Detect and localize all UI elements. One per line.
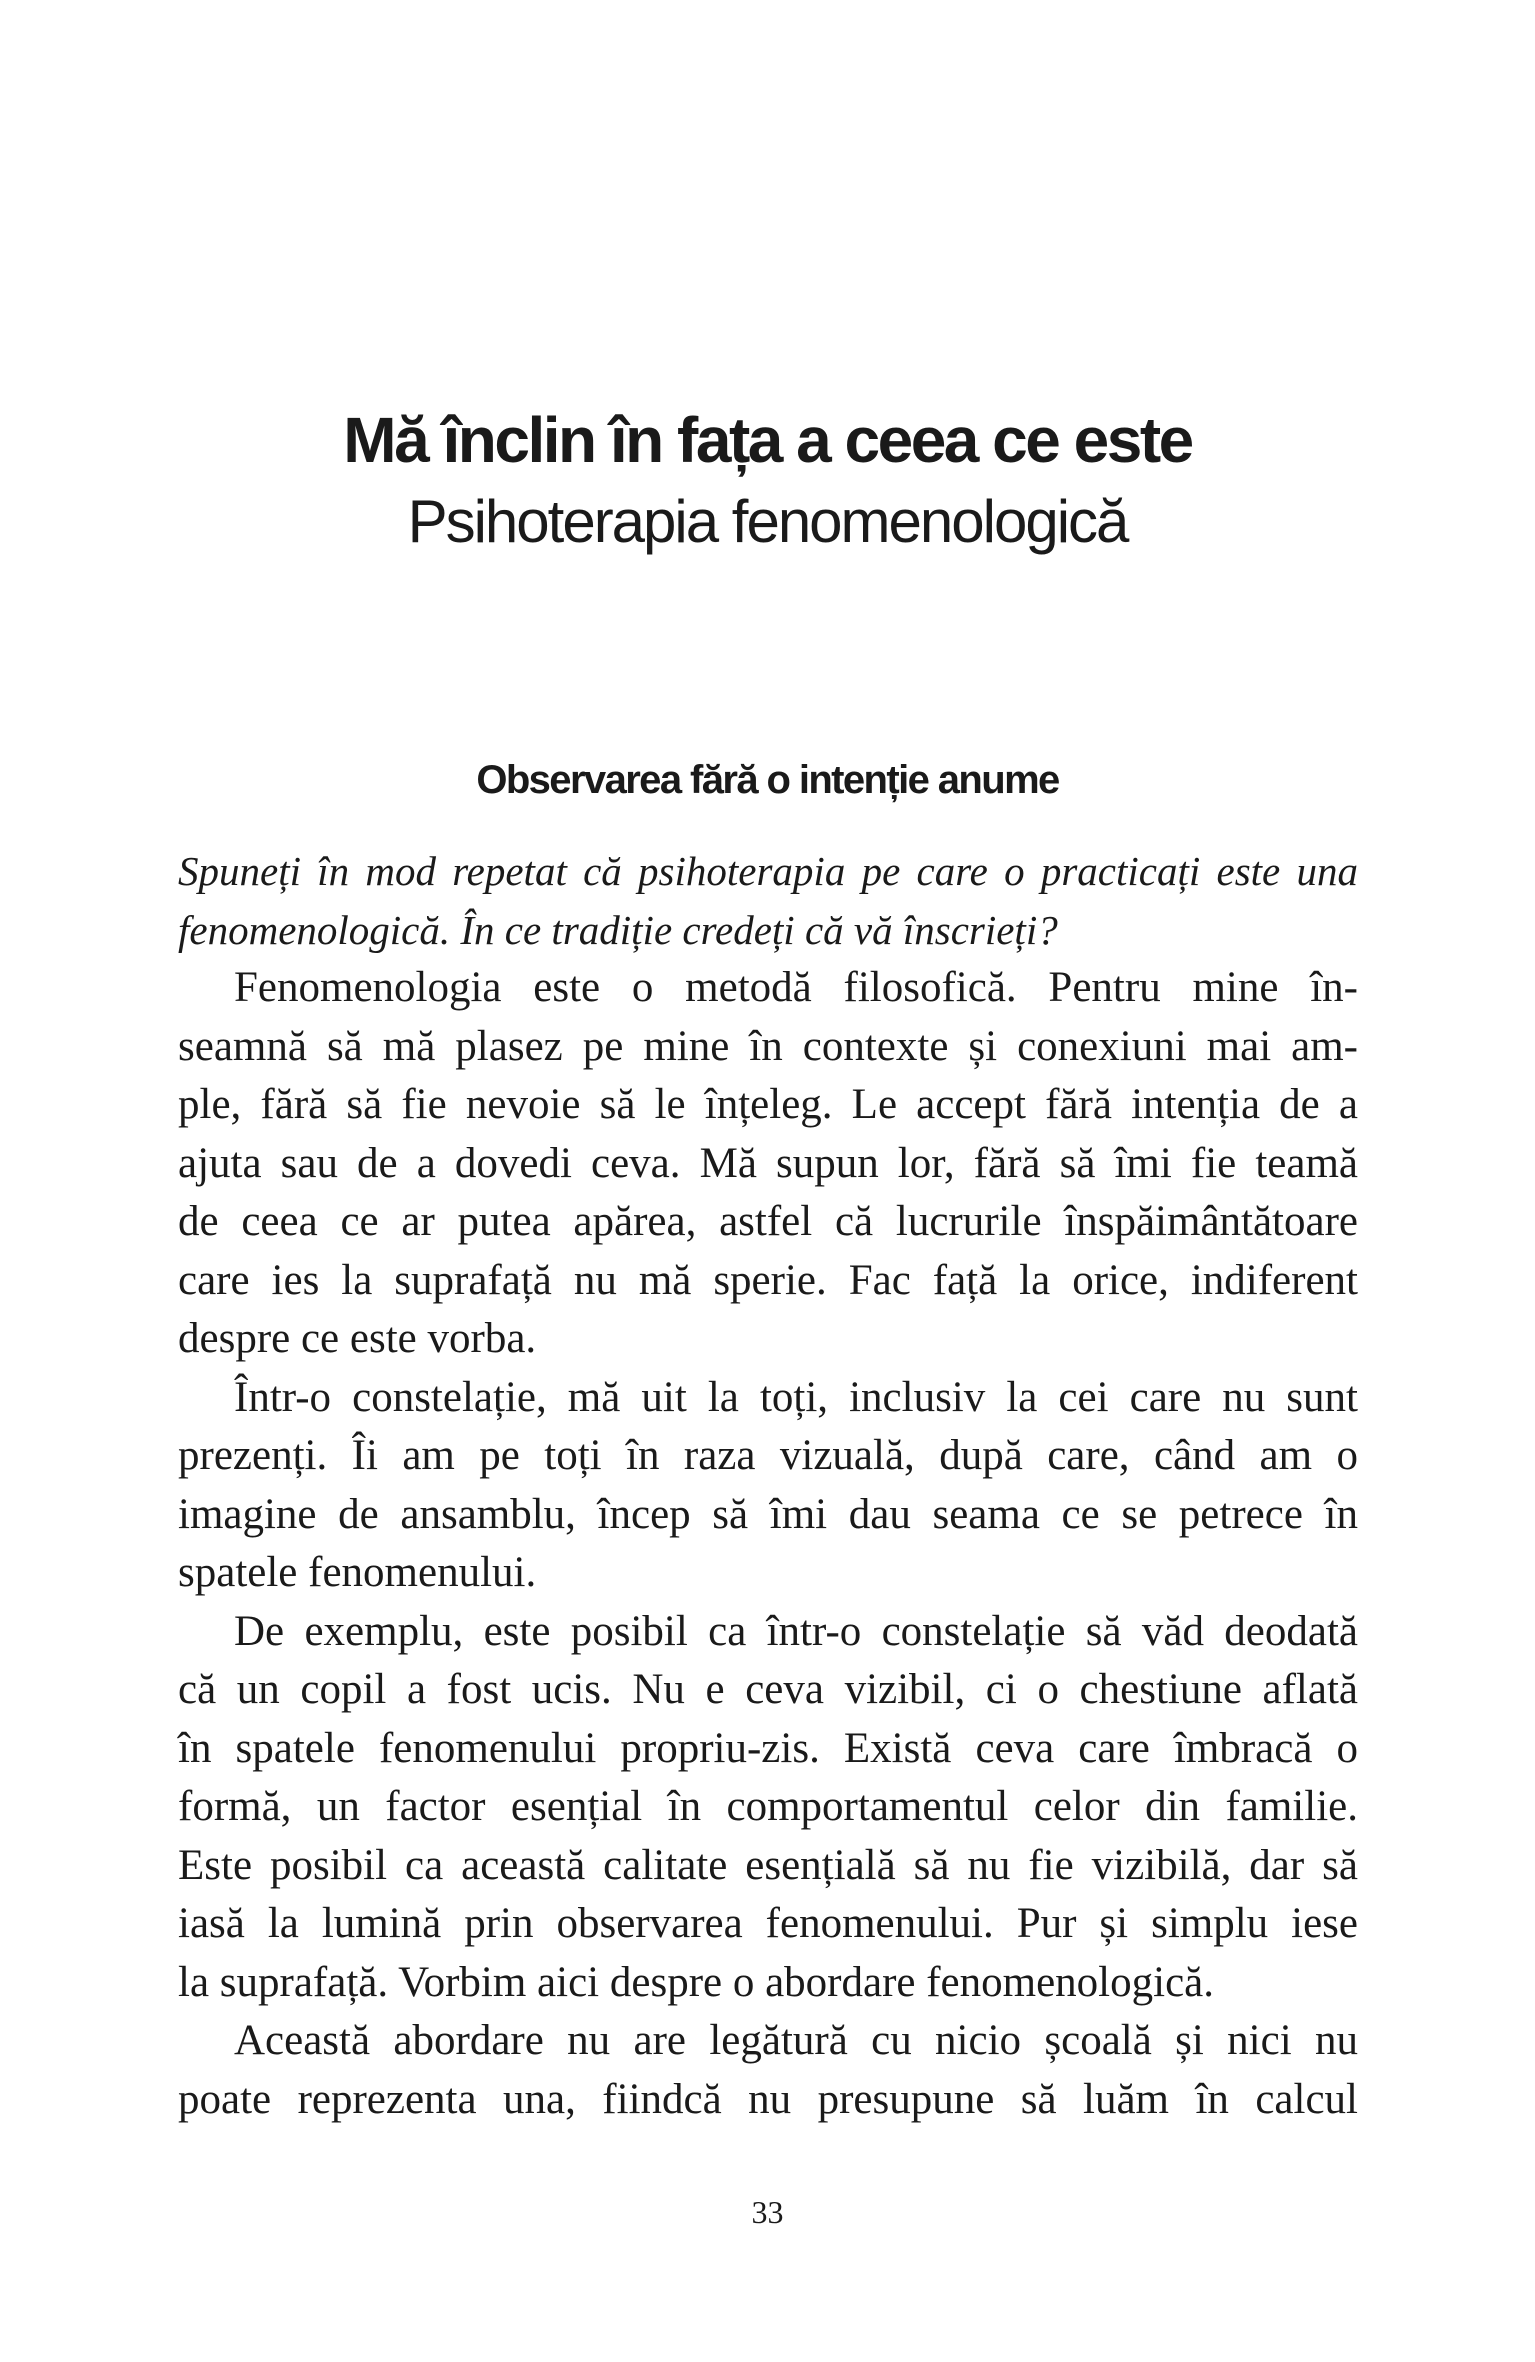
text-line: despre ce este vorba. xyxy=(178,1315,537,1362)
paragraph-2 xyxy=(178,1369,1358,1603)
text-line: Această abordare nu are legătură cu nicio școală și nici nu xyxy=(234,2017,1358,2064)
text-line: care ies la suprafață nu mă sperie. Fac față la orice, indiferent xyxy=(178,1256,1358,1304)
text-line: ajuta sau de a dovedi ceva. Mă supun lor, fără să îmi fie teamă xyxy=(178,1139,1358,1187)
text-line: în spatele fenomenului propriu-zis. Există ceva care îmbracă o xyxy=(178,1724,1358,1772)
text-line: formă, un factor esențial în comportamentul celor din familie. xyxy=(178,1783,1358,1830)
paragraph-3 xyxy=(178,1603,1358,2013)
paragraph-1 xyxy=(178,959,1358,1369)
text-line: Fenomenologia este o metodă filosofică. Pentru mine în- xyxy=(234,964,1358,1011)
interview-question xyxy=(178,842,1358,959)
text-line: De exemplu, este posibil ca într-o constelație să văd deodată xyxy=(234,1607,1358,1655)
text-line: Într-o constelație, mă uit la toți, inclusiv la cei care nu sunt xyxy=(234,1373,1358,1421)
chapter-subtitle: Psihoterapia fenomenologică xyxy=(407,488,1128,555)
chapter-title: Mă înclin în fața a ceea ce este xyxy=(343,404,1192,476)
paragraph-4 xyxy=(178,2012,1358,2129)
page-number: 33 xyxy=(751,2194,784,2230)
text-line: iasă la lumină prin observarea fenomenului. Pur și simplu iese xyxy=(178,1900,1358,1947)
body-text xyxy=(178,842,1358,2129)
text-line: Este posibil ca această calitate esențială să nu fie vizibilă, dar să xyxy=(178,1841,1358,1889)
text-line: imagine de ansamblu, încep să îmi dau seama ce se petrece în xyxy=(178,1490,1358,1538)
question-line: fenomenologică. În ce tradiție credeți că vă înscrieți? xyxy=(178,906,1058,953)
text-line: ple, fără să fie nevoie să le înțeleg. Le accept fără intenția de a xyxy=(178,1081,1358,1128)
question-line: Spuneți în mod repetat că psihoterapia pe care o practicați este una xyxy=(178,848,1358,894)
text-line: poate reprezenta una, fiindcă nu presupune să luăm în calcul xyxy=(178,2075,1358,2123)
text-line: spatele fenomenului. xyxy=(178,1549,537,1596)
text-line: prezenți. Îi am pe toți în raza vizuală, după care, când am o xyxy=(178,1432,1358,1479)
text-line: că un copil a fost ucis. Nu e ceva vizibil, ci o chestiune aflată xyxy=(178,1666,1358,1713)
text-line: la suprafață. Vorbim aici despre o abordare fenomenologică. xyxy=(178,1958,1214,2006)
text-line: seamnă să mă plasez pe mine în contexte și conexiuni mai am- xyxy=(178,1022,1358,1070)
text-line: de ceea ce ar putea apărea, astfel că lucrurile înspăimântătoare xyxy=(178,1198,1358,1245)
section-heading: Observarea fără o intenție anume xyxy=(476,758,1059,802)
